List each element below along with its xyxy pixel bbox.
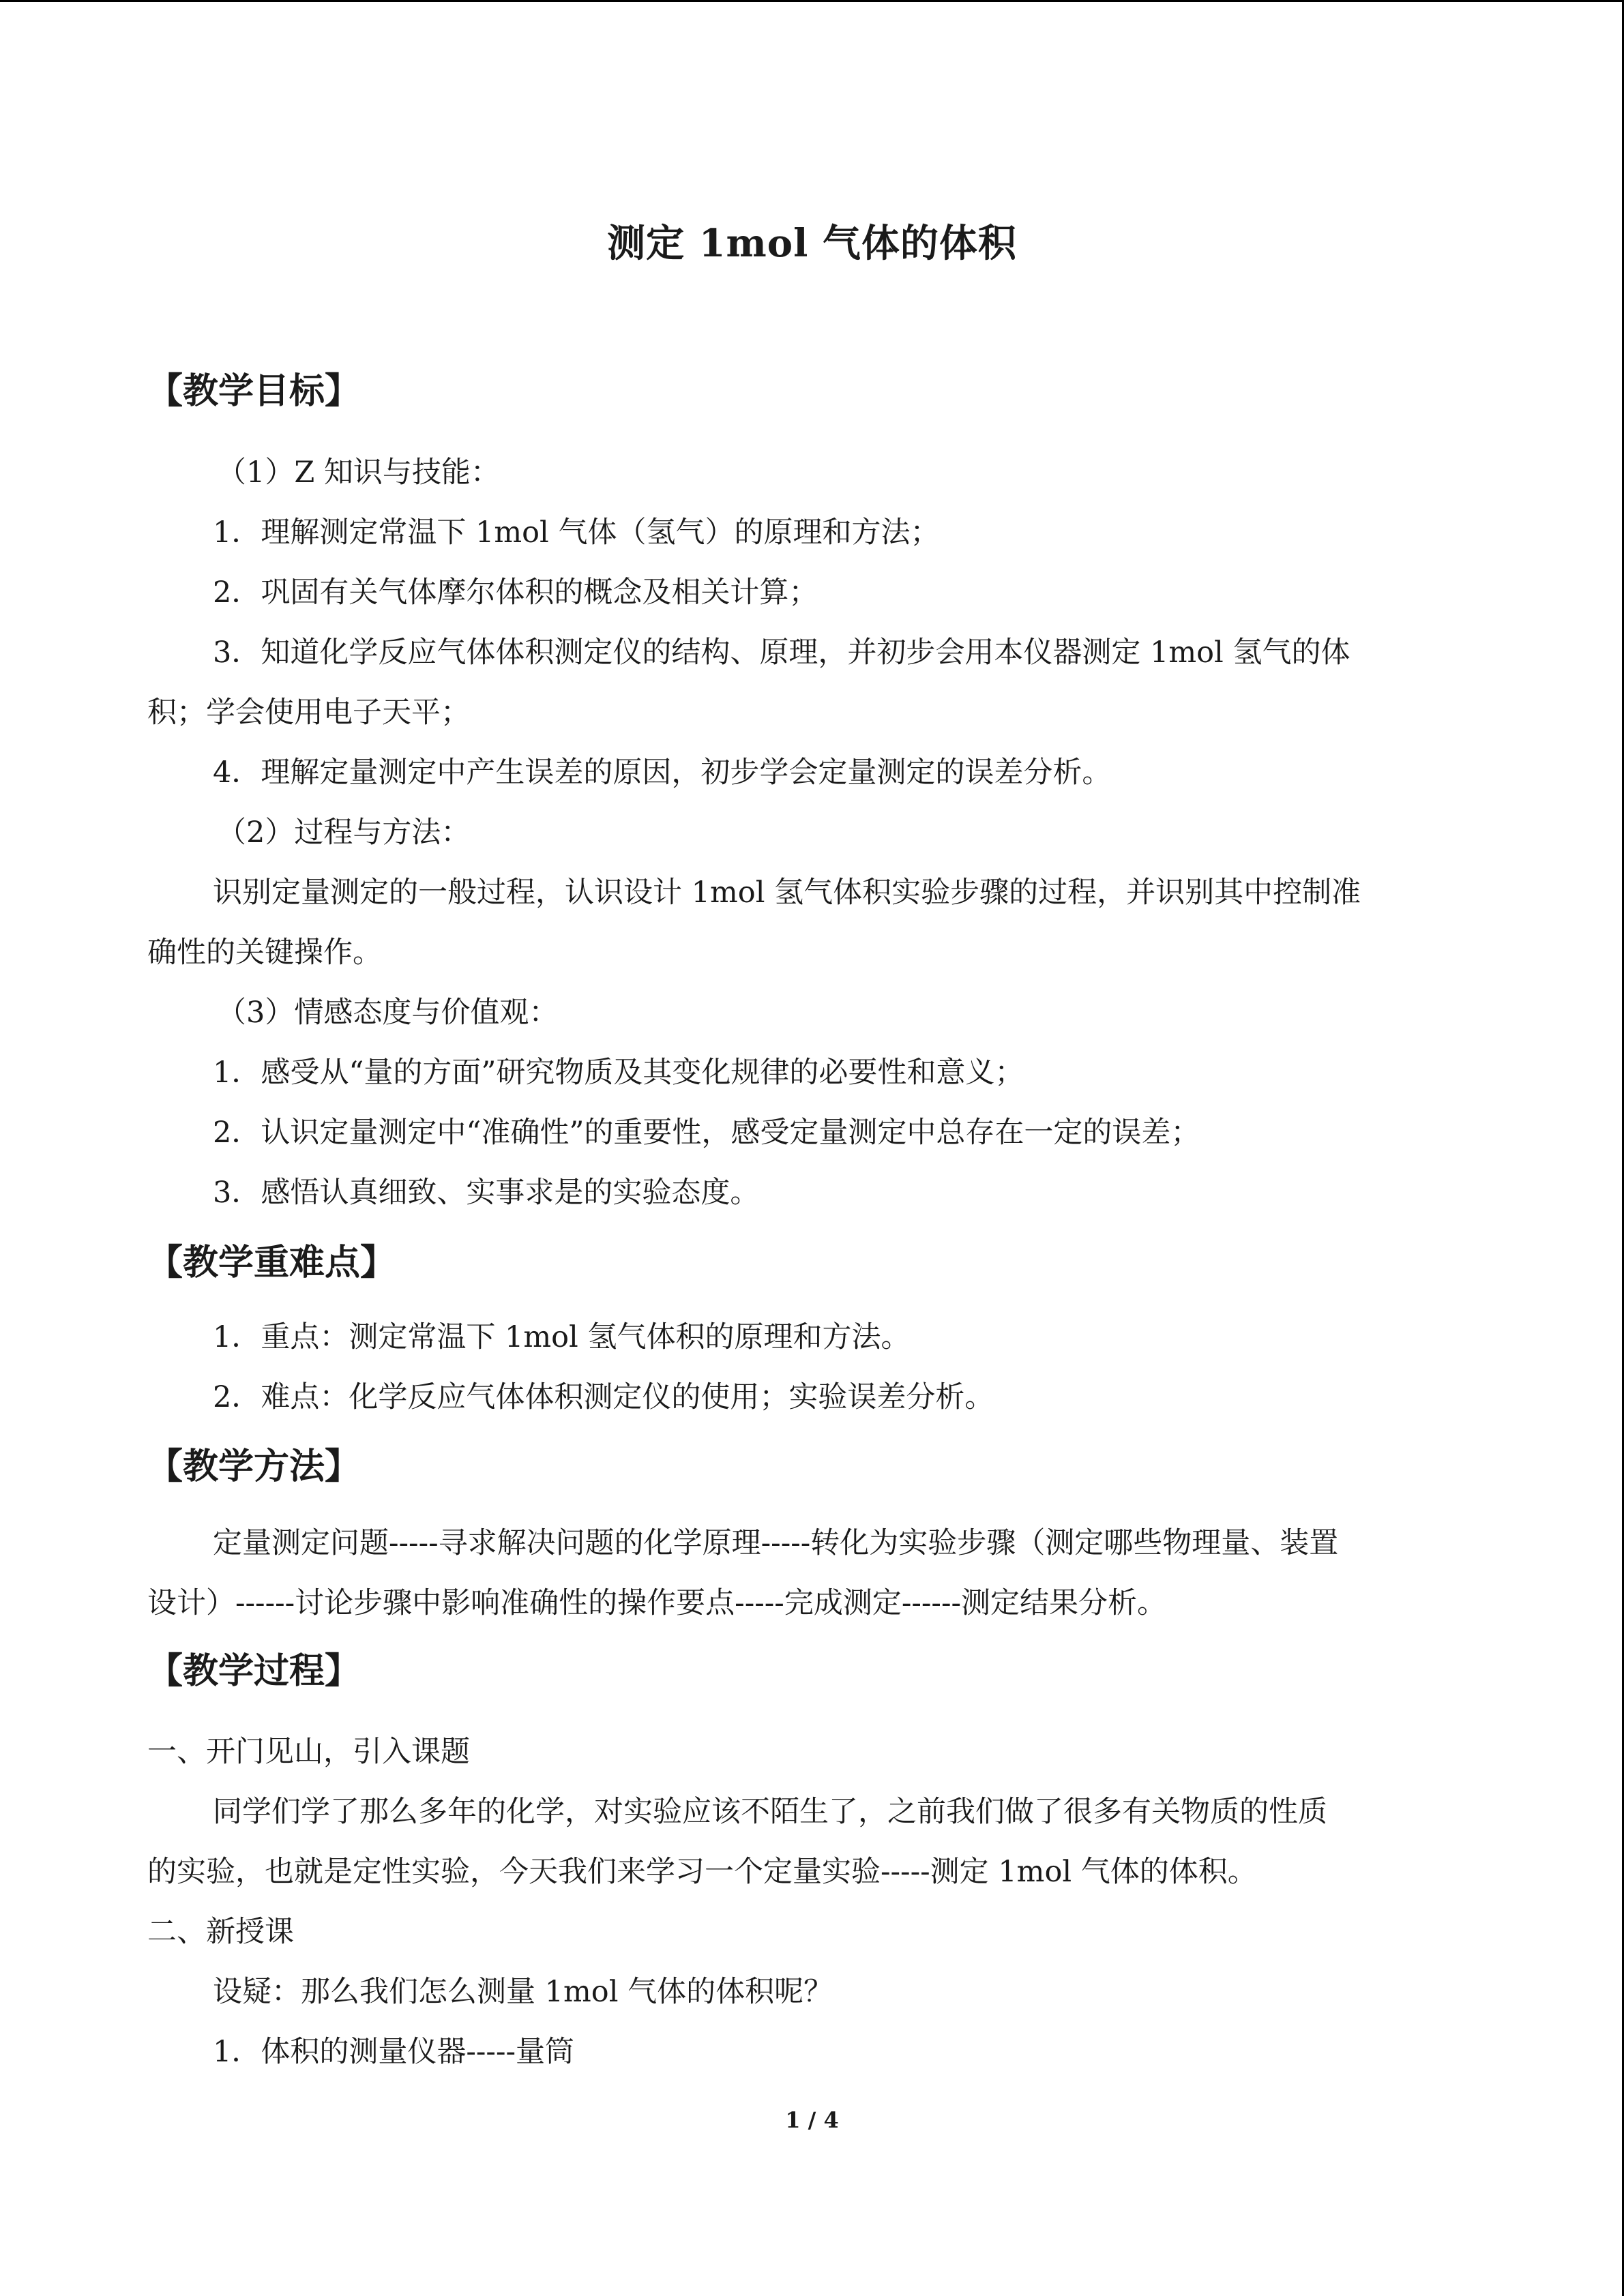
objectives-item2: 2．巩固有关气体摩尔体积的概念及相关计算；	[213, 576, 818, 610]
objectives-item4: 4．理解定量测定中产生误差的原因，初步学会定量测定的误差分析。	[213, 756, 1112, 790]
objectives-para2-line2: 确性的关键操作。	[147, 936, 382, 970]
section-heading-key-points: 【教学重难点】	[147, 1242, 396, 1283]
page-number: 1 / 4	[785, 2107, 839, 2133]
key-points-item2: 2．难点：化学反应气体体积测定仪的使用；实验误差分析。	[213, 1380, 994, 1414]
objectives-item3-line2: 积；学会使用电子天平；	[147, 696, 470, 730]
process-part1-line1: 同学们学了那么多年的化学，对实验应该不陌生了，之前我们做了很多有关物质的性质	[213, 1795, 1327, 1829]
objectives-para2-line1: 识别定量测定的一般过程，认识设计 1mol 氢气体积实验步骤的过程，并识别其中控制准	[213, 876, 1361, 910]
process-part2-title: 二、新授课	[147, 1915, 294, 1949]
document-title: 测定 1mol 气体的体积	[607, 221, 1017, 266]
process-item1: 1．体积的测量仪器-----量筒	[213, 2035, 575, 2069]
section-heading-process: 【教学过程】	[147, 1650, 361, 1692]
objectives-item6: 2．认识定量测定中“准确性”的重要性，感受定量测定中总存在一定的误差；	[213, 1116, 1200, 1150]
section-heading-methods: 【教学方法】	[147, 1446, 361, 1487]
objectives-sub3: （3）情感态度与价值观：	[217, 996, 559, 1030]
objectives-item5: 1．感受从“量的方面”研究物质及其变化规律的必要性和意义；	[213, 1056, 1024, 1090]
objectives-item1: 1．理解测定常温下 1mol 气体（氢气）的原理和方法；	[213, 516, 940, 550]
section-heading-objectives: 【教学目标】	[147, 370, 361, 412]
objectives-item7: 3．感悟认真细致、实事求是的实验态度。	[213, 1176, 760, 1210]
process-part1-line2: 的实验，也就是定性实验，今天我们来学习一个定量实验-----测定 1mol 气体的体积。	[147, 1855, 1257, 1889]
key-points-item1: 1．重点：测定常温下 1mol 氢气体积的原理和方法。	[213, 1320, 911, 1354]
objectives-sub1: （1）Z 知识与技能：	[217, 456, 500, 490]
process-part1-title: 一、开门见山，引入课题	[147, 1735, 470, 1769]
methods-para-line1: 定量测定问题-----寻求解决问题的化学原理-----转化为实验步骤（测定哪些物理量、装置	[213, 1526, 1339, 1560]
objectives-sub2: （2）过程与方法：	[217, 816, 471, 850]
process-question: 设疑：那么我们怎么测量 1mol 气体的体积呢？	[213, 1975, 833, 2009]
methods-para-line2: 设计）------讨论步骤中影响准确性的操作要点-----完成测定------测定结果分析。	[147, 1586, 1166, 1620]
objectives-item3-line1: 3．知道化学反应气体体积测定仪的结构、原理，并初步会用本仪器测定 1mol 氢气的体	[213, 636, 1350, 670]
